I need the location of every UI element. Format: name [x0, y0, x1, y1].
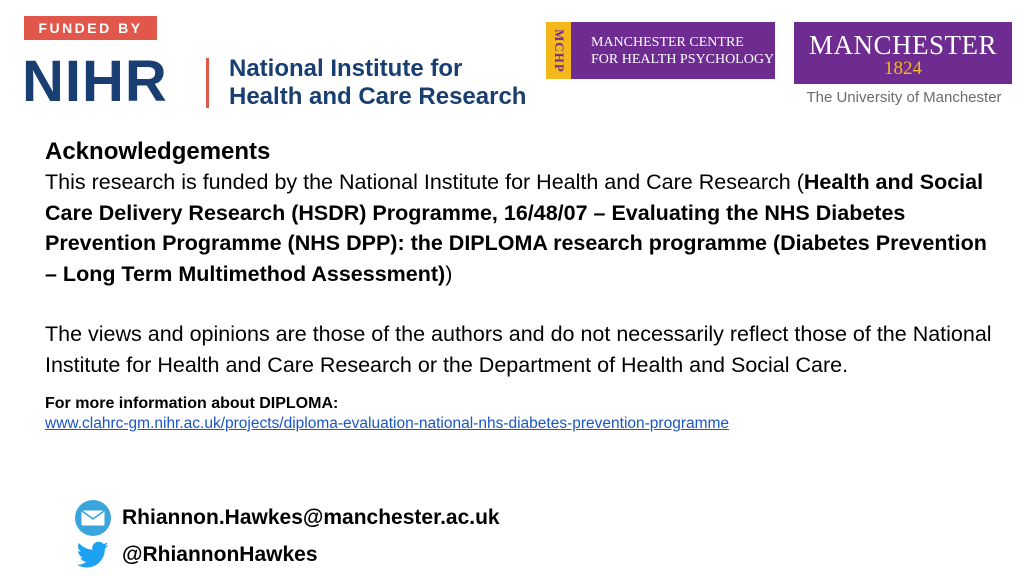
email-contact: [75, 500, 500, 536]
funding-intro: This research is funded by the National Institute for Health and Care Research (: [45, 170, 804, 194]
funding-closing: ): [445, 261, 453, 286]
mchp-line1: MANCHESTER CENTRE: [591, 34, 744, 50]
uom-logo-year: 1824: [884, 58, 922, 79]
email-address[interactable]: Rhiannon.Hawkes@manchester.ac.uk: [122, 506, 500, 529]
envelope-icon: [75, 500, 111, 536]
uom-logo-name: MANCHESTER: [808, 30, 997, 60]
mchp-side-band: [546, 22, 571, 79]
twitter-handle[interactable]: @RhiannonHawkes: [122, 543, 318, 566]
nihr-name-line2: Health and Care Research: [229, 83, 527, 110]
acknowledgements-section: [45, 137, 995, 434]
funded-by-badge: FUNDED BY: [24, 16, 157, 40]
twitter-contact: [75, 537, 318, 573]
uom-caption: The University of Manchester: [806, 89, 1002, 106]
diploma-project-link[interactable]: www.clahrc-gm.nihr.ac.uk/projects/diploma-evaluation-national-nhs-diabetes-prevention-programme: [45, 415, 730, 432]
nihr-logo-fullname: [229, 55, 526, 111]
nihr-logo-acronym: NIHR: [22, 49, 168, 114]
mchp-line2: FOR HEALTH PSYCHOLOGY: [591, 51, 775, 67]
nihr-name-line1: National Institute for: [229, 55, 463, 82]
university-of-manchester-logo: [794, 22, 1012, 84]
twitter-bird-icon: [75, 537, 111, 573]
funding-statement: [45, 167, 995, 289]
mchp-side-label: MCHP: [551, 28, 567, 73]
mchp-logo-text: [571, 22, 775, 79]
disclaimer-text: The views and opinions are those of the authors and do not necessarily reflect those of the National Institute for Health and Care Research or the Department of Health and Social Care.: [45, 322, 992, 377]
mchp-logo: [546, 22, 775, 79]
programme-name: Health and Social Care Delivery Research (HSDR) Programme, 16/48/07 – Evaluating the NHS Diabetes Prevention Programme (NHS DPP): the DIPLOMA research programme (Diabetes Prevention – Long Term Multimethod Assessment): [45, 170, 987, 286]
nihr-logo-divider: [206, 58, 209, 108]
more-info-label: For more information about DIPLOMA:: [45, 395, 339, 412]
acknowledgements-title: Acknowledgements: [45, 138, 271, 165]
